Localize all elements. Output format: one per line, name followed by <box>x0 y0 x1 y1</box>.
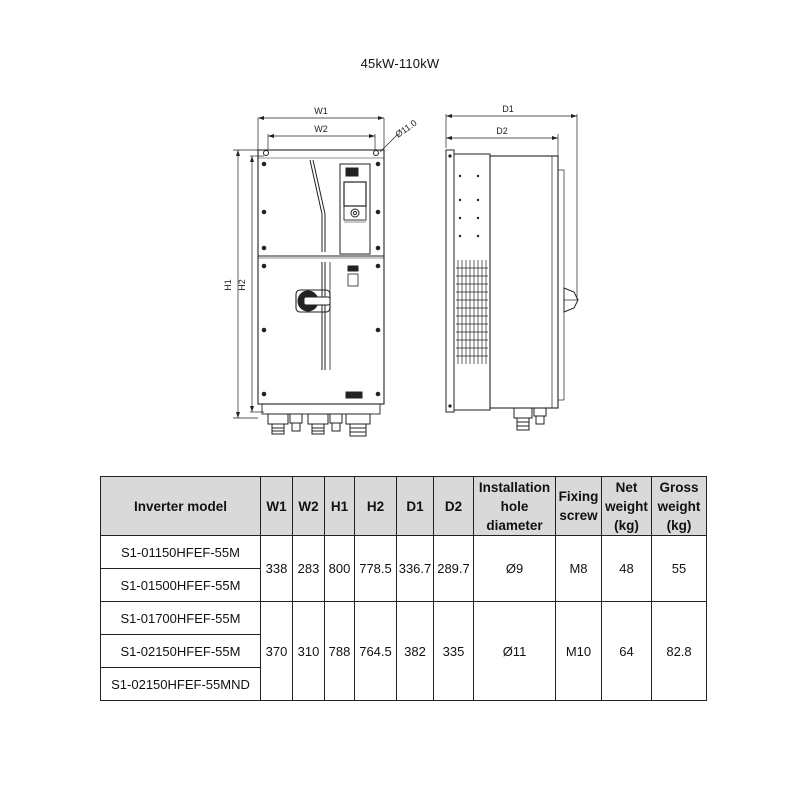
header-d2: D2 <box>434 477 474 536</box>
model-cell: S1-01500HFEF-55M <box>101 569 261 602</box>
specification-table <box>100 476 707 701</box>
h2-cell: 778.5 <box>355 536 397 602</box>
gross-weight-cell: 55 <box>652 536 707 602</box>
d2-cell: 289.7 <box>434 536 474 602</box>
model-cell: S1-01150HFEF-55M <box>101 536 261 569</box>
header-net-weight <box>602 477 652 536</box>
header-d1: D1 <box>397 477 434 536</box>
w1-cell: 370 <box>261 602 293 701</box>
hole-diameter-cell: Ø11 <box>474 602 556 701</box>
d1-cell: 382 <box>397 602 434 701</box>
hole-label: Ø11.0 <box>393 117 419 140</box>
d2-label: D2 <box>496 126 508 136</box>
h1-cell: 800 <box>325 536 355 602</box>
model-cell: S1-02150HFEF-55MND <box>101 668 261 701</box>
side-view <box>446 104 578 430</box>
net-weight-cell: 64 <box>602 602 652 701</box>
front-view <box>223 106 419 436</box>
h2-cell: 764.5 <box>355 602 397 701</box>
page-title: 45kW-110kW <box>360 56 440 71</box>
h1-label: H1 <box>223 279 233 291</box>
header-hole-line-2: hole <box>500 498 529 514</box>
header-h1: H1 <box>325 477 355 536</box>
model-cell: S1-01700HFEF-55M <box>101 602 261 635</box>
header-gross-line-1: Gross <box>659 479 699 495</box>
header-net-line-1: Net <box>615 479 638 495</box>
header-w1: W1 <box>261 477 293 536</box>
w1-label: W1 <box>314 106 328 116</box>
table-header-row <box>101 477 707 536</box>
model-cell: S1-02150HFEF-55M <box>101 635 261 668</box>
d1-label: D1 <box>502 104 514 114</box>
hole-diameter-cell: Ø9 <box>474 536 556 602</box>
header-fixing-screw <box>556 477 602 536</box>
header-screw-line-2: screw <box>559 508 598 523</box>
fixing-screw-cell: M10 <box>556 602 602 701</box>
w2-cell: 283 <box>293 536 325 602</box>
header-gross-line-2: weight <box>657 498 701 514</box>
h2-label: H2 <box>237 279 247 291</box>
header-h2: H2 <box>355 477 397 536</box>
d2-cell: 335 <box>434 602 474 701</box>
w2-cell: 310 <box>293 602 325 701</box>
header-w2: W2 <box>293 477 325 536</box>
header-screw-line-1: Fixing <box>558 489 599 504</box>
w1-cell: 338 <box>261 536 293 602</box>
header-net-line-3: (kg) <box>614 517 639 533</box>
net-weight-cell: 48 <box>602 536 652 602</box>
header-installation-hole-diameter <box>474 477 556 536</box>
gross-weight-cell: 82.8 <box>652 602 707 701</box>
fixing-screw-cell: M8 <box>556 536 602 602</box>
header-hole-line-1: Installation <box>478 479 551 495</box>
table-row <box>101 602 707 635</box>
header-gross-weight <box>652 477 707 536</box>
header-hole-line-3: diameter <box>486 517 543 533</box>
header-net-line-2: weight <box>605 498 648 514</box>
header-inverter-model: Inverter model <box>101 477 261 536</box>
w2-label: W2 <box>314 124 328 134</box>
d1-cell: 336.7 <box>397 536 434 602</box>
header-gross-line-3: (kg) <box>666 517 692 533</box>
table-row <box>101 536 707 569</box>
h1-cell: 788 <box>325 602 355 701</box>
